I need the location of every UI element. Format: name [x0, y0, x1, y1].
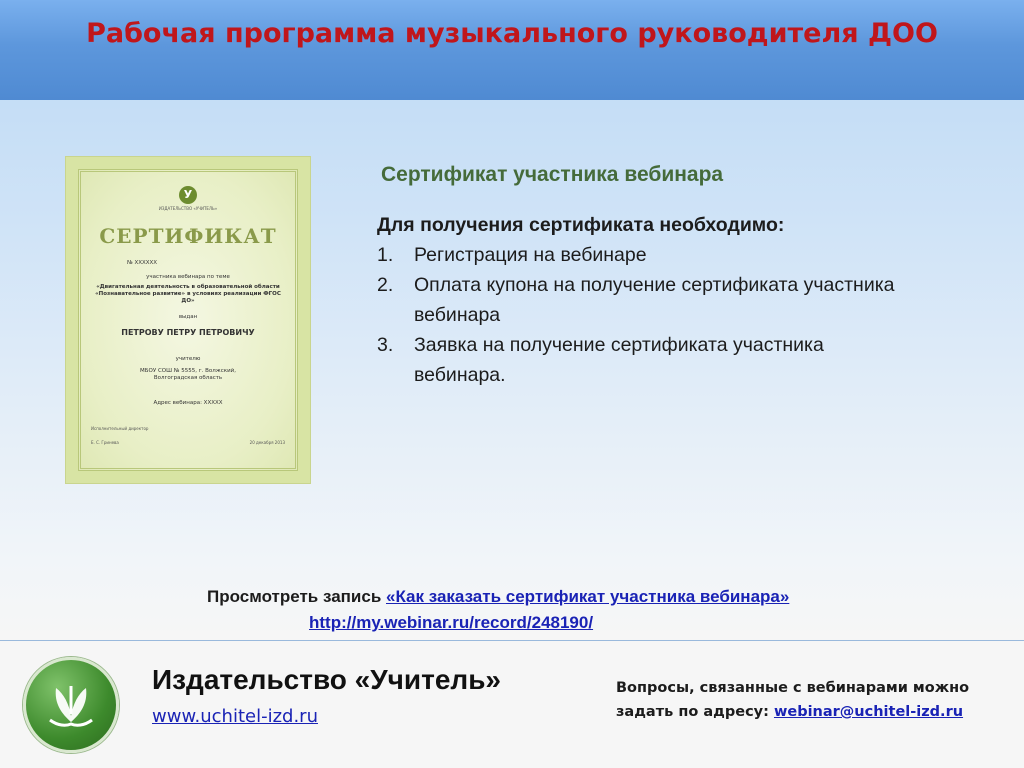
list-item — [377, 270, 917, 330]
certificate-address: Адрес вебинара: XXXXX — [153, 400, 223, 406]
publisher-name: Издательство «Учитель» — [152, 664, 502, 695]
publisher-logo — [23, 657, 119, 753]
certificate-date: 20 декабря 2013 — [249, 440, 285, 445]
certificate-frame — [78, 169, 298, 471]
certificate-recipient-name: ПЕТРОВУ ПЕТРУ ПЕТРОВИЧУ — [121, 328, 255, 337]
list-item — [377, 330, 917, 390]
list-item-text: Оплата купона на получение сертификата участника вебинара — [414, 274, 895, 326]
record-line — [207, 587, 789, 607]
certificate-director: Исполнительный директор — [91, 426, 149, 431]
certificate-image — [65, 156, 311, 484]
certificate-issued: выдан — [178, 314, 198, 320]
requirements-list — [377, 240, 917, 390]
certificate-role: учителю — [175, 356, 201, 362]
requirements-block — [377, 210, 917, 390]
section-heading: Сертификат участника вебинара — [381, 163, 724, 186]
contact-text — [616, 676, 1006, 724]
requirements-lead: Для получения сертификата необходимо: — [377, 214, 785, 236]
certificate-participant-line: участника вебинара по теме — [146, 274, 230, 280]
contact-label: Вопросы, связанные с вебинарами можно задать по адресу: — [616, 680, 970, 720]
certificate-topic: «Двигательная деятельность в образовательной области «Познавательное развитие» в условиях реализации ФГОС ДО» — [95, 284, 281, 304]
certificate-publisher: ИЗДАТЕЛЬСТВО «УЧИТЕЛЬ» — [158, 206, 218, 211]
page-title: Рабочая программа музыкального руководителя ДОО — [86, 18, 938, 49]
contact-email-link[interactable]: webinar@uchitel-izd.ru — [773, 704, 964, 720]
website-link[interactable]: www.uchitel-izd.ru — [152, 706, 318, 727]
certificate-director-name: Е. С. Гринева — [91, 440, 119, 445]
list-item-text: Регистрация на вебинаре — [414, 244, 647, 266]
list-item-number: 1. — [377, 244, 394, 266]
list-item-number: 3. — [377, 334, 394, 356]
footer-divider — [0, 640, 1024, 641]
record-url-link[interactable]: http://my.webinar.ru/record/248190/ — [309, 613, 594, 632]
list-item — [377, 240, 917, 270]
book-leaf-icon — [40, 674, 102, 736]
header-bar — [0, 0, 1024, 100]
record-title-link[interactable]: «Как заказать сертификат участника вебинара» — [386, 587, 790, 606]
list-item-number: 2. — [377, 274, 394, 296]
record-label: Просмотреть запись — [207, 587, 386, 606]
certificate-title: СЕРТИФИКАТ — [99, 224, 277, 248]
publisher-logo-icon: У — [179, 186, 197, 204]
list-item-text: Заявка на получение сертификата участника вебинара. — [414, 334, 824, 386]
certificate-number: № XXXXXX — [127, 260, 158, 266]
certificate-org: МБОУ СОШ № 5555, г. Волжский, Волгоградская область — [140, 368, 236, 381]
